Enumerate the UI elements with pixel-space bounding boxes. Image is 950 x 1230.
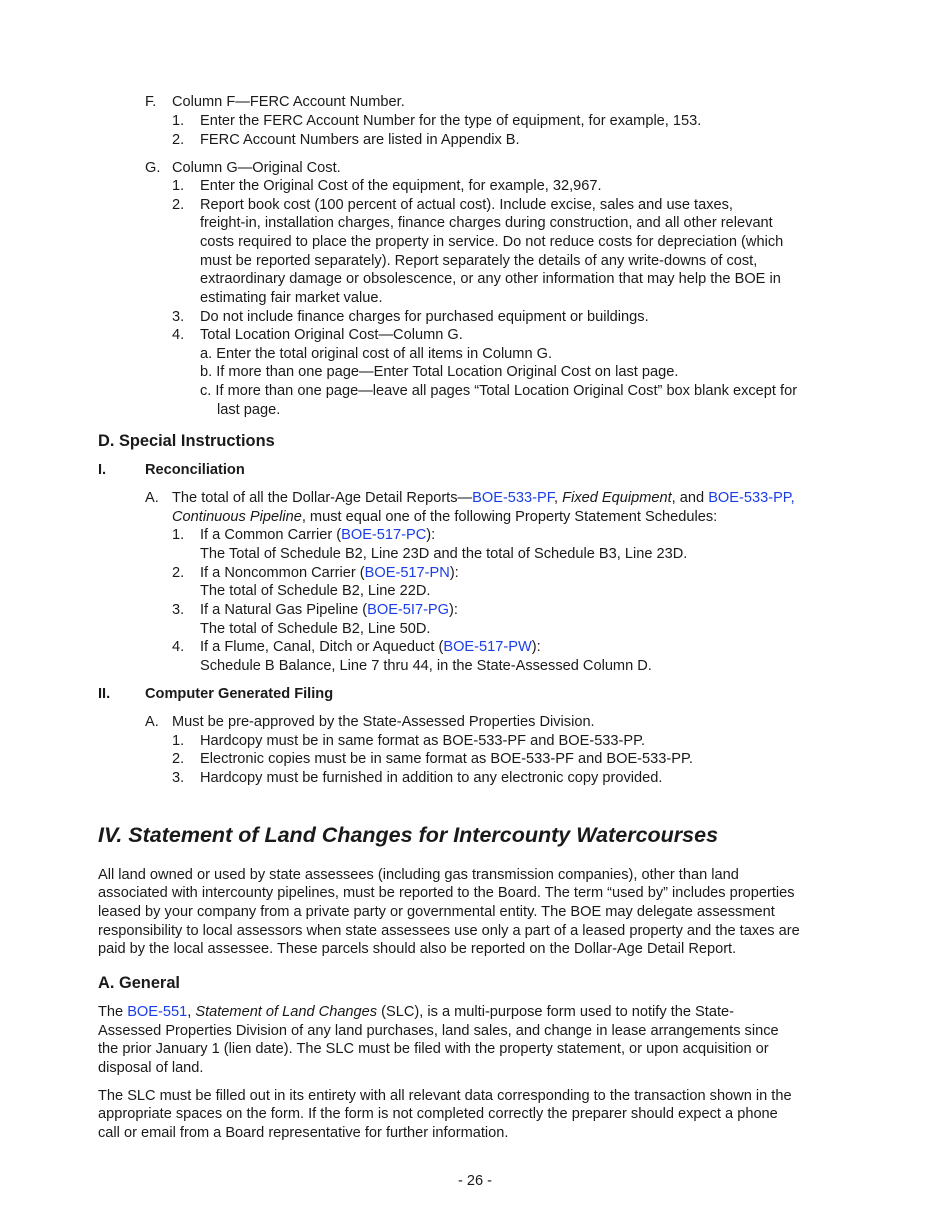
page-number: - 26 -	[457, 1173, 493, 1189]
text-run: If a Flume, Canal, Ditch or Aqueduct (	[200, 639, 444, 655]
section-g-item-text: Total Location Original Cost—Column G.	[200, 327, 463, 343]
boe-533-pf-link[interactable]: BOE-533-PF	[472, 490, 555, 506]
computer-filing-heading: Computer Generated Filing	[145, 686, 334, 702]
part-iv-paragraph-line: associated with intercounty pipelines, must be reported to the Board. The term “used by” includes properties	[98, 885, 795, 901]
boe-517-pw-link[interactable]: BOE-517-PW	[443, 639, 532, 655]
section-f-label: F.	[145, 94, 157, 110]
reconciliation-item-detail: The Total of Schedule B2, Line 23D and the total of Schedule B3, Line 23D.	[200, 546, 688, 562]
part-iv-paragraph-line: responsibility to local assessors when state assessees use only a part of a leased property and the taxes are	[98, 923, 800, 939]
computer-filing-item-num: 3.	[172, 770, 185, 786]
reconciliation-item	[200, 638, 541, 657]
general-paragraph-line: The SLC must be filled out in its entirety with all relevant data corresponding to the transaction shown in the	[98, 1088, 792, 1104]
reconciliation-a-label: A.	[145, 490, 159, 506]
reconciliation-item-num: 2.	[172, 565, 185, 581]
section-g-label: G.	[145, 160, 161, 176]
general-heading: A. General	[98, 974, 180, 992]
special-instructions-heading: D. Special Instructions	[98, 432, 275, 450]
text-run: ):	[531, 639, 541, 655]
computer-filing-a-text: Must be pre-approved by the State-Assessed Properties Division.	[172, 714, 595, 730]
reconciliation-item-detail: Schedule B Balance, Line 7 thru 44, in the State-Assessed Column D.	[200, 658, 652, 674]
reconciliation-heading: Reconciliation	[145, 462, 245, 478]
part-iv-paragraph-line: All land owned or used by state assessees (including gas transmission companies), other than land	[98, 867, 739, 883]
section-g-subitem: c. If more than one page—leave all pages “Total Location Original Cost” box blank except for	[200, 383, 798, 399]
text-run: , and	[671, 490, 709, 506]
boe-517-pc-link[interactable]: BOE-517-PC	[341, 527, 427, 543]
section-g-subitem: b. If more than one page—Enter Total Location Original Cost on last page.	[200, 364, 679, 380]
statement-of-land-changes-text: Statement of Land Changes	[195, 1004, 378, 1020]
section-g-item-num: 4.	[172, 327, 185, 343]
text-run: ):	[449, 565, 459, 581]
text-run: If a Common Carrier (	[200, 527, 342, 543]
section-g-item-line: estimating fair market value.	[200, 290, 383, 306]
section-f-item-text: Enter the FERC Account Number for the type of equipment, for example, 153.	[200, 113, 702, 129]
general-paragraph-line: the prior January 1 (lien date). The SLC must be filed with the property statement, or upon acquisition or	[98, 1041, 769, 1057]
general-paragraph-line: disposal of land.	[98, 1060, 204, 1076]
section-g-item-line: Report book cost (100 percent of actual cost). Include excise, sales and use taxes,	[200, 197, 733, 213]
computer-filing-item-num: 2.	[172, 751, 185, 767]
part-iv-paragraph-line: leased by your company from a private party or governmental entity. The BOE may delegate assessment	[98, 904, 775, 920]
reconciliation-item-detail: The total of Schedule B2, Line 50D.	[200, 621, 431, 637]
text-run: The	[98, 1004, 128, 1020]
general-paragraph-line: call or email from a Board representative for further information.	[98, 1125, 509, 1141]
section-g-item-line: extraordinary damage or obsolescence, or any other information that may help the BOE in	[200, 271, 781, 287]
reconciliation-num: I.	[98, 462, 107, 478]
general-paragraph-line: appropriate spaces on the form. If the form is not completed correctly the preparer should expect a phone	[98, 1106, 778, 1122]
part-iv-heading: IV. Statement of Land Changes for Intercounty Watercourses	[98, 823, 719, 847]
section-f-item-num: 1.	[172, 113, 185, 129]
section-g-item-text: Do not include finance charges for purchased equipment or buildings.	[200, 309, 649, 325]
section-g-item-num: 2.	[172, 197, 185, 213]
reconciliation-item	[200, 526, 435, 545]
section-g-subitem: last page.	[217, 402, 281, 418]
text-run: The total of all the Dollar-Age Detail Reports—	[172, 490, 473, 506]
reconciliation-item-detail: The total of Schedule B2, Line 22D.	[200, 583, 431, 599]
reconciliation-item	[200, 564, 459, 583]
reconciliation-item	[200, 601, 458, 620]
fixed-equipment-text: Fixed Equipment	[562, 490, 672, 506]
text-run: If a Natural Gas Pipeline (	[200, 602, 368, 618]
text-run: ,	[554, 490, 563, 506]
section-g-item-text: Enter the Original Cost of the equipment, for example, 32,967.	[200, 178, 602, 194]
boe-533-pp-link[interactable]: BOE-533-PP,	[708, 490, 795, 506]
continuous-pipeline-text: Continuous Pipeline	[172, 509, 302, 525]
text-run: If a Noncommon Carrier (	[200, 565, 365, 581]
section-g-item-num: 1.	[172, 178, 185, 194]
computer-filing-num: II.	[98, 686, 111, 702]
section-g-item-line: freight-in, installation charges, finance charges during construction, and all other relevant	[200, 215, 773, 231]
general-paragraph-line	[98, 1003, 734, 1022]
reconciliation-a-line	[172, 508, 717, 527]
section-g-item-line: must be reported separately). Report separately the details of any write-downs of cost,	[200, 253, 758, 269]
boe-517-pg-link[interactable]: BOE-5I7-PG	[367, 602, 450, 618]
section-g-item-line: costs required to place the property in service. Do not reduce costs for depreciation (which	[200, 234, 784, 250]
section-f-item-num: 2.	[172, 132, 185, 148]
computer-filing-a-label: A.	[145, 714, 159, 730]
boe-517-pn-link[interactable]: BOE-517-PN	[364, 565, 450, 581]
reconciliation-item-num: 1.	[172, 527, 185, 543]
boe-551-link[interactable]: BOE-551	[127, 1004, 188, 1020]
computer-filing-item-num: 1.	[172, 733, 185, 749]
section-g-title: Column G—Original Cost.	[172, 160, 341, 176]
reconciliation-item-num: 4.	[172, 639, 185, 655]
section-f-title: Column F—FERC Account Number.	[172, 94, 405, 110]
computer-filing-item: Hardcopy must be in same format as BOE-533-PF and BOE-533-PP.	[200, 733, 646, 749]
part-iv-paragraph-line: paid by the local assessee. These parcels should also be reported on the Dollar-Age Detail Report.	[98, 941, 737, 957]
section-f-item-text: FERC Account Numbers are listed in Appendix B.	[200, 132, 520, 148]
text-run: ,	[187, 1004, 196, 1020]
computer-filing-item: Hardcopy must be furnished in addition to any electronic copy provided.	[200, 770, 663, 786]
reconciliation-a-line	[172, 489, 795, 508]
text-run: , must equal one of the following Property Statement Schedules:	[301, 509, 718, 525]
section-g-subitem: a. Enter the total original cost of all items in Column G.	[200, 346, 553, 362]
reconciliation-item-num: 3.	[172, 602, 185, 618]
computer-filing-item: Electronic copies must be in same format as BOE-533-PF and BOE-533-PP.	[200, 751, 693, 767]
general-paragraph-line: Assessed Properties Division of any land purchases, land sales, and change in lease arrangements since	[98, 1023, 779, 1039]
text-run: ):	[426, 527, 436, 543]
text-run: (SLC), is a multi-purpose form used to notify the State-	[377, 1004, 734, 1020]
text-run: ):	[449, 602, 458, 618]
section-g-item-num: 3.	[172, 309, 185, 325]
